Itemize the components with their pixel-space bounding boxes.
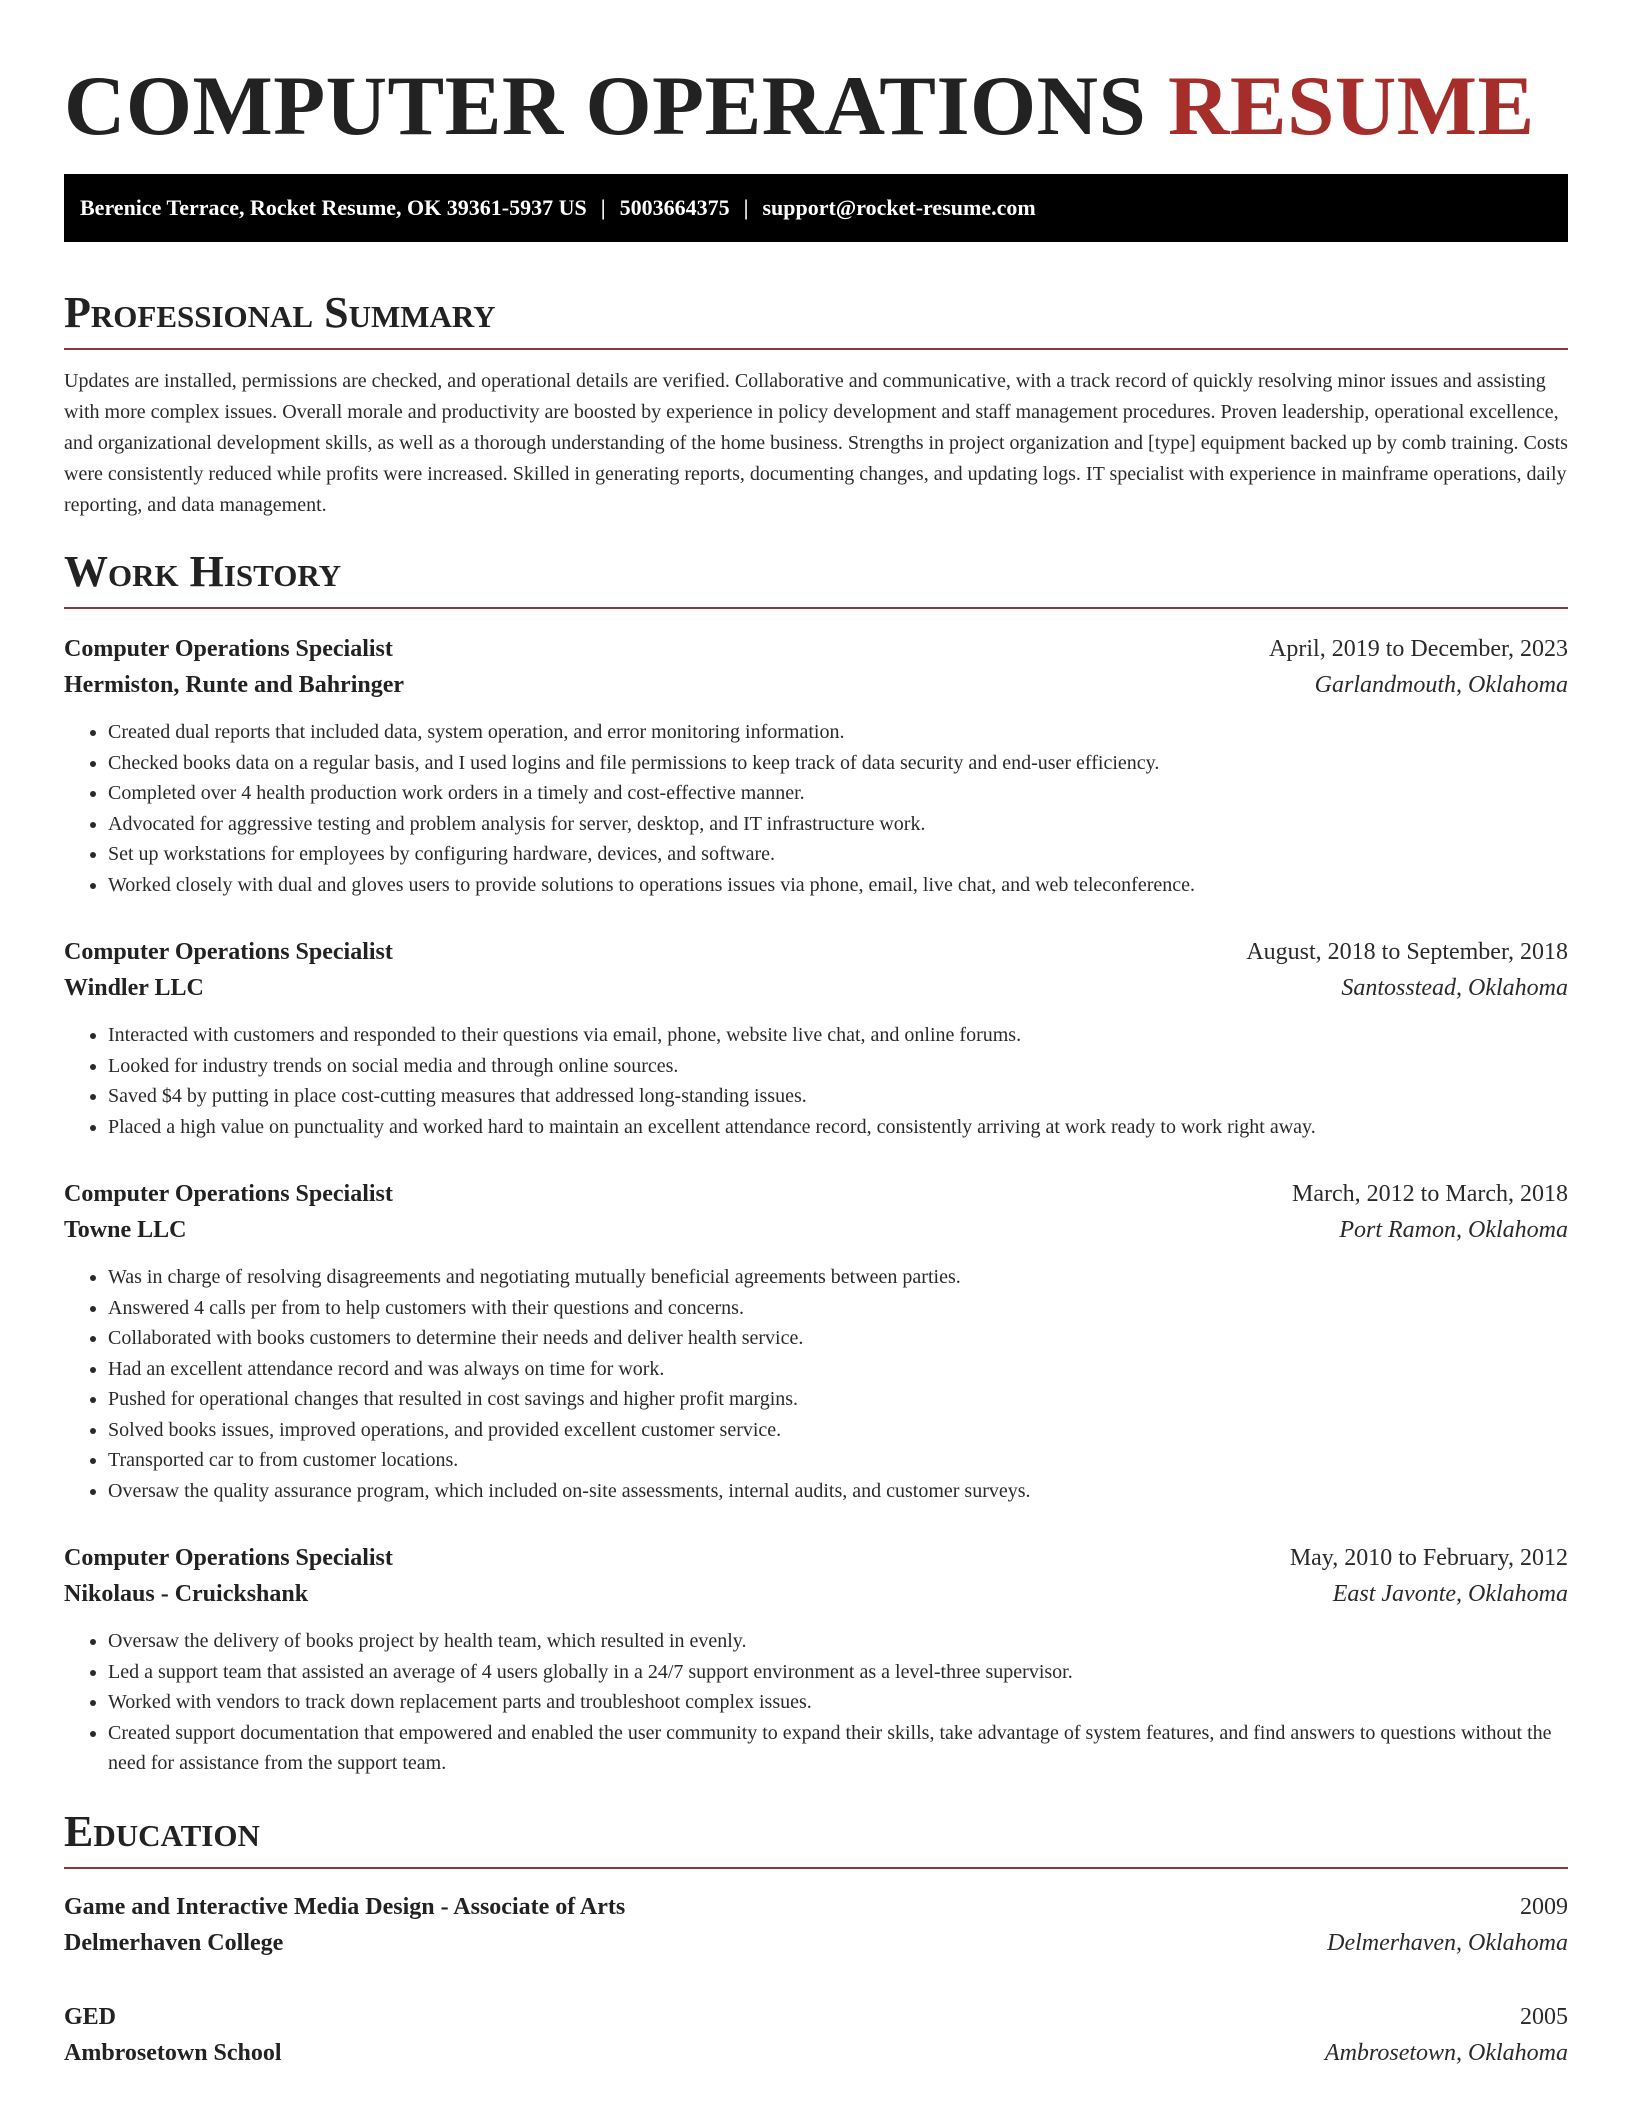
job-bullet: • Transported car to from customer locations. xyxy=(108,1445,1568,1476)
job-bullet: • Completed over 4 health production work orders in a timely and cost-effective manner. xyxy=(108,778,1568,809)
job-bullet-list xyxy=(64,1020,1568,1142)
job-entry xyxy=(64,631,1568,900)
job-company-row xyxy=(64,1576,1568,1612)
summary-text: Updates are installed, permissions are checked, and operational details are verified. Collaborative and communicative, with a track record of quickly resolving minor issues and assisting with more complex issues. Overall morale and productivity are boosted by experience in policy development and staff management procedures. Proven leadership, operational excellence, and organizational development skills, as well as a thorough understanding of the home business. Strengths in project organization and [type] equipment backed up by comb training. Costs were consistently reduced while profits were increased. Skilled in generating reports, documenting changes, and updating logs. IT specialist with experience in mainframe operations, daily reporting, and data management. xyxy=(64,370,1568,516)
job-entry xyxy=(64,1176,1568,1506)
education-header-row xyxy=(64,1889,1568,1925)
job-company: Hermiston, Runte and Bahringer xyxy=(64,672,405,698)
job-dates: March, 2012 to March, 2018 xyxy=(1292,1181,1568,1207)
job-bullet: • Interacted with customers and responded to their questions via email, phone, website live chat, and online forums. xyxy=(108,1020,1568,1051)
education-degree: Game and Interactive Media Design - Associate of Arts xyxy=(64,1893,626,1920)
job-header-row xyxy=(64,934,1568,970)
education-location: Delmerhaven, Oklahoma xyxy=(1327,1929,1568,1956)
contact-email[interactable]: support@rocket-resume.com xyxy=(762,195,1036,220)
job-bullet: • Created support documentation that empowered and enabled the user community to expand their skills, take advantage of system features, and find answers to questions without the need for assistance from the support team. xyxy=(108,1718,1568,1779)
education-entry xyxy=(64,1999,1568,2071)
work-history-section xyxy=(64,547,1568,1779)
job-entry xyxy=(64,1540,1568,1779)
work-history-heading: Work History xyxy=(64,547,1568,609)
contact-address: Berenice Terrace, Rocket Resume, OK 39361-5937 US xyxy=(80,195,587,220)
education-year: 2005 xyxy=(1520,2003,1568,2030)
resume-page xyxy=(64,0,1568,2071)
job-location: Santosstead, Oklahoma xyxy=(1341,975,1568,1001)
job-bullet: • Answered 4 calls per from to help customers with their questions and concerns. xyxy=(108,1293,1568,1324)
job-company: Nikolaus - Cruickshank xyxy=(64,1581,309,1607)
job-bullet-list xyxy=(64,717,1568,900)
job-dates: May, 2010 to February, 2012 xyxy=(1289,1545,1568,1571)
job-title: Computer Operations Specialist xyxy=(64,636,393,662)
education-heading: Education xyxy=(64,1807,1568,1869)
job-title: Computer Operations Specialist xyxy=(64,1545,393,1571)
education-school-row xyxy=(64,2035,1568,2071)
education-year: 2009 xyxy=(1520,1893,1568,1920)
title-main: COMPUTER OPERATIONS xyxy=(64,59,1147,153)
job-header-row xyxy=(64,1176,1568,1212)
job-bullet-list xyxy=(64,1626,1568,1779)
job-location: Garlandmouth, Oklahoma xyxy=(1314,672,1568,698)
contact-separator: | xyxy=(743,195,749,220)
job-bullet: • Saved $4 by putting in place cost-cutting measures that addressed long-standing issues. xyxy=(108,1081,1568,1112)
education-degree: GED xyxy=(64,2003,117,2030)
job-title: Computer Operations Specialist xyxy=(64,1181,393,1207)
job-location: East Javonte, Oklahoma xyxy=(1332,1581,1568,1607)
summary-heading: Professional Summary xyxy=(64,288,1568,350)
education-school: Delmerhaven College xyxy=(64,1929,284,1956)
job-bullet: • Advocated for aggressive testing and problem analysis for server, desktop, and IT infrastructure work. xyxy=(108,809,1568,840)
job-company-row xyxy=(64,970,1568,1006)
contact-bar xyxy=(64,174,1568,242)
job-entry xyxy=(64,934,1568,1142)
job-list xyxy=(64,631,1568,1779)
job-bullet: • Set up workstations for employees by configuring hardware, devices, and software. xyxy=(108,839,1568,870)
education-location: Ambrosetown, Oklahoma xyxy=(1324,2039,1568,2066)
education-entry xyxy=(64,1889,1568,1961)
job-bullet-list xyxy=(64,1262,1568,1506)
job-bullet: • Checked books data on a regular basis, and I used logins and file permissions to keep track of data security and end-user efficiency. xyxy=(108,748,1568,779)
job-header-row xyxy=(64,631,1568,667)
job-dates: April, 2019 to December, 2023 xyxy=(1269,636,1568,662)
job-location: Port Ramon, Oklahoma xyxy=(1339,1217,1568,1243)
education-school: Ambrosetown School xyxy=(64,2039,282,2066)
education-header-row xyxy=(64,1999,1568,2035)
job-bullet: • Pushed for operational changes that resulted in cost savings and higher profit margins. xyxy=(108,1384,1568,1415)
contact-phone[interactable]: 5003664375 xyxy=(619,195,730,220)
job-bullet: • Worked closely with dual and gloves users to provide solutions to operations issues via phone, email, live chat, and web teleconference. xyxy=(108,870,1568,901)
contact-separator: | xyxy=(600,195,606,220)
job-bullet: • Worked with vendors to track down replacement parts and troubleshoot complex issues. xyxy=(108,1687,1568,1718)
summary-section xyxy=(64,288,1568,521)
job-bullet: • Collaborated with books customers to determine their needs and deliver health service. xyxy=(108,1323,1568,1354)
job-bullet: • Had an excellent attendance record and was always on time for work. xyxy=(108,1354,1568,1385)
job-bullet: • Solved books issues, improved operations, and provided excellent customer service. xyxy=(108,1415,1568,1446)
job-company-row xyxy=(64,667,1568,703)
job-header-row xyxy=(64,1540,1568,1576)
job-company-row xyxy=(64,1212,1568,1248)
job-company: Windler LLC xyxy=(64,975,204,1001)
education-list xyxy=(64,1889,1568,2071)
job-bullet: • Oversaw the quality assurance program, which included on-site assessments, internal audits, and customer surveys. xyxy=(108,1476,1568,1507)
job-company: Towne LLC xyxy=(64,1217,187,1243)
job-title: Computer Operations Specialist xyxy=(64,939,393,965)
job-bullet: • Placed a high value on punctuality and worked hard to maintain an excellent attendance record, consistently arriving at work ready to work right away. xyxy=(108,1112,1568,1143)
job-dates: August, 2018 to September, 2018 xyxy=(1246,939,1568,965)
page-title xyxy=(64,58,1568,154)
job-bullet: • Looked for industry trends on social media and through online sources. xyxy=(108,1051,1568,1082)
job-bullet: • Was in charge of resolving disagreements and negotiating mutually beneficial agreements between parties. xyxy=(108,1262,1568,1293)
education-section xyxy=(64,1807,1568,2071)
job-bullet: • Led a support team that assisted an average of 4 users globally in a 24/7 support environment as a level-three supervisor. xyxy=(108,1657,1568,1688)
job-bullet: • Created dual reports that included data, system operation, and error monitoring information. xyxy=(108,717,1568,748)
education-school-row xyxy=(64,1925,1568,1961)
job-bullet: • Oversaw the delivery of books project by health team, which resulted in evenly. xyxy=(108,1626,1568,1657)
title-accent: RESUME xyxy=(1168,59,1535,153)
